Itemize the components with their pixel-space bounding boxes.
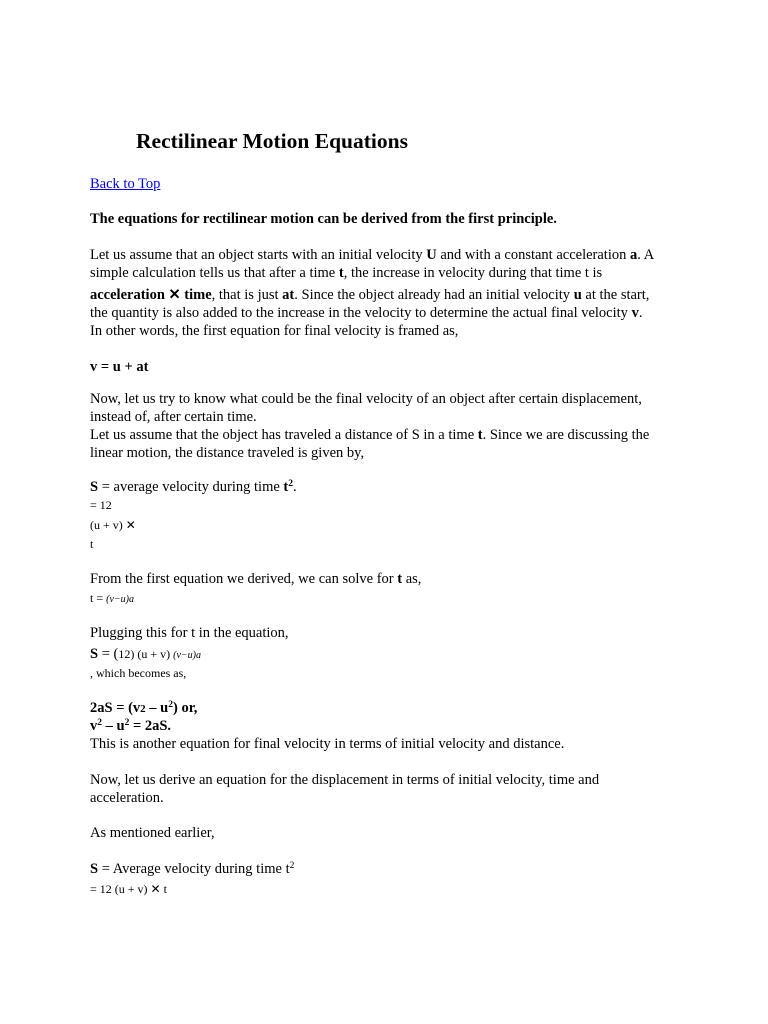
p1-line-4: the quantity is also added to the increase in the velocity to determine the actual final velocity v. xyxy=(90,305,643,321)
eq3-line-3: This is another equation for final velocity in terms of initial velocity and distance. xyxy=(90,736,565,752)
eq4-line-2: = 12 (u + v) ✕ t xyxy=(90,882,167,896)
eq3-line-2: $v^2 - u^2 = 2aS$. xyxy=(90,718,172,734)
intro-text xyxy=(90,210,557,228)
p2-line-3: Let us assume that the object has traveled a distance of S in a time t. Since we are discussing the xyxy=(90,427,650,443)
eq3-line-1: $2aS = (v2 - u^2)$ or, xyxy=(90,700,198,716)
p6-line: As mentioned earlier, xyxy=(90,825,215,841)
p1-line-2: simple calculation tells us that after a time t, the increase in velocity during that time t is xyxy=(90,265,603,281)
p1-line-3: acceleration ✕ time, that is just at. Since the object already had an initial velocity u at the start, xyxy=(90,287,650,303)
eq2-line-3: (u + v) ✕ xyxy=(90,518,136,532)
back-to-top-link[interactable]: Back to Top xyxy=(90,176,161,192)
p3-line-1: From the first equation we derived, we can solve for t as, xyxy=(90,571,422,587)
p2-line-1: Now, let us try to know what could be the final velocity of an object after certain displacement, xyxy=(90,391,642,407)
eq2-line-4: t xyxy=(90,537,94,551)
p1-line-1: Let us assume that an object starts with an initial velocity U and with a constant acceleration a. A xyxy=(90,247,655,263)
eq2-line-2: = 12 xyxy=(90,498,112,512)
equation-final-velocity: v = u + at xyxy=(90,359,149,375)
p2-line-2: instead of, after certain time. xyxy=(90,409,257,425)
p2-line-4: linear motion, the distance traveled is given by, xyxy=(90,445,365,461)
p4-equation: S = (12) (u + v) (v−u)a xyxy=(90,646,201,662)
eq4-line-1: S = Average velocity during time $t^2$ xyxy=(90,861,295,877)
p4-line-3: , which becomes as, xyxy=(90,666,187,680)
p4-line-1: Plugging this for t in the equation, xyxy=(90,625,289,641)
p3-equation: t = (v−u)a xyxy=(90,591,134,605)
p5-line-1: Now, let us derive an equation for the displacement in terms of initial velocity, time and xyxy=(90,772,600,788)
eq2-line-1: S = average velocity during time $t^2$. xyxy=(90,479,297,495)
p1-line-5: In other words, the first equation for final velocity is framed as, xyxy=(90,323,459,339)
page-title: Rectilinear Motion Equations xyxy=(136,129,408,153)
intro-bold: The equations for rectilinear motion can be derived from the first principle. xyxy=(90,211,557,227)
p5-line-2: acceleration. xyxy=(90,790,164,806)
